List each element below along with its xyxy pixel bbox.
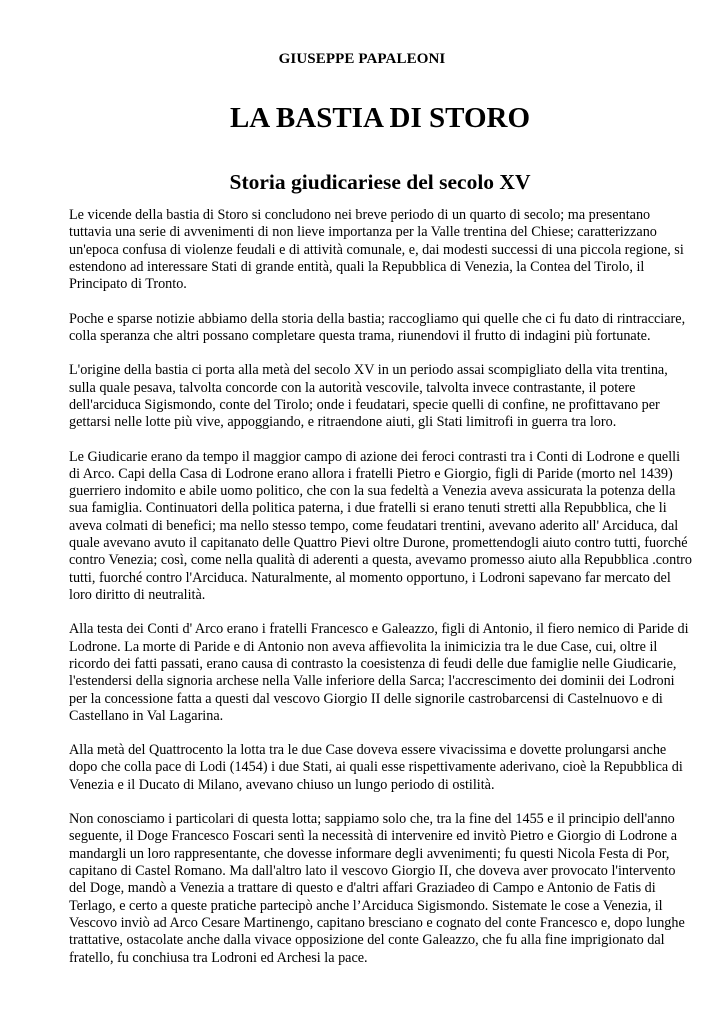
- body-text: [69, 207, 694, 984]
- document-title: LA BASTIA DI STORO: [229, 102, 531, 134]
- document-subtitle: Storia giudicariese del secolo XV: [229, 170, 531, 194]
- author-name: GIUSEPPE PAPALEONI: [278, 51, 446, 67]
- paragraph: Poche e sparse notizie abbiamo della storia della bastia; raccogliamo qui quelle che ci fu dato di rintracciare, colla speranza che altri possano completare questa trama, riunendovi il frutto di indagini più fortunate.: [69, 310, 686, 344]
- paragraph: Le Giudicarie erano da tempo il maggior campo di azione dei feroci contrasti tra i Conti di Lodrone e quelli di Arco. Capi della Casa di Lodrone erano allora i fratelli Pietro e Giorgio, figli di Paride (morto nel 1439) guerriero indomito e abile uomo politico, che con la sua fedeltà a Venezia aveva assicurata la potenza della sua famiglia. Continuatori della politica paterna, i due fratelli si erano tenuti stretti alla Repubblica, che li aveva colmati di benefici; ma nello stesso tempo, come feudatari trentini, avevano aderito all' Arciduca, dal quale avevano avuto il capitanato delle Quattro Pievi oltre Durone, promettendogli aiuto contro tutti, fuorché contro Venezia; così, come nella qualità di aderenti a questa, avevamo promesso aiuto alla Repubblica .contro tutti, fuorché contro l'Arciduca. Naturalmente, al momento opportuno, i Lodroni sapevano far mercato del loro diritto di neutralità.: [69, 448, 692, 603]
- paragraph: Alla metà del Quattrocento la lotta tra le due Case doveva essere vivacissima e dovette prolungarsi anche dopo che colla pace di Lodi (1454) i due Stati, ai quali esse rispettivamente aderivano, cioè la Repubblica di Venezia e il Ducato di Milano, avevano chiuso un lungo periodo di ostilità.: [69, 742, 683, 793]
- paragraph: Non conosciamo i particolari di questa lotta; sappiamo solo che, tra la fine del 1455 e il principio dell'anno seguente, il Doge Francesco Foscari sentì la necessità di intervenire ed invitò Pietro e Giorgio di Lodrone a mandargli un loro rappresentante, che dovesse informare degli avvenimenti; fu questi Nicola Festa di Por, capitano di Castel Romano. Ma dall'altro lato il vescovo Giorgio II, che doveva aver provocato l'intervento del Doge, mandò a Venezia a trattare di questo e d'altri affari Graziadeo di Campo e Antonio de Fatis di Terlago, e certo a queste pratiche partecipò anche l’Arciduca Sigismondo. Sistemate le cose a Venezia, il Vescovo inviò ad Arco Cesare Martinengo, capitano bresciano e cognato del conte Francesco e, dopo lunghe trattative, ostacolate anche dalla vivace opposizione del conte Galeazzo, che fu alla fine imprigionato dal fratello, fu conchiusa tra Lodroni ed Archesi la pace.: [69, 811, 685, 966]
- paragraph: Alla testa dei Conti d' Arco erano i fratelli Francesco e Galeazzo, figli di Antonio, il fiero nemico di Paride di Lodrone. La morte di Paride e di Antonio non aveva affievolita la inimicizia tra le due Case, cui, oltre il ricordo dei fatti passati, erano causa di contrasto la coesistenza di feudi delle due famiglie nelle Giudicarie, l'estendersi della signoria archese nella Valle inferiore della Sarca; l'accrescimento dei dominii dei Lodroni per la concessione fatta a questi dal vescovo Giorgio II delle signorile castrobarcensi di Castelnuovo e di Castellano in Val Lagarina.: [69, 621, 689, 724]
- paragraph: Le vicende della bastia di Storo si concludono nei breve periodo di un quarto di secolo; ma presentano tuttavia una serie di avvenimenti di non lieve importanza per la Valle trentina del Chiese; caratterizzano un'epoca confusa di violenze feudali e di attività comunale, e, dai modesti successi di una piccola regione, si estendono ad interessare Stati di grande entità, quali la Repubblica di Venezia, la Contea del Tirolo, il Principato di Tronto.: [69, 207, 684, 293]
- paragraph: L'origine della bastia ci porta alla metà del secolo XV in un periodo assai scompigliato della vita trentina, sulla quale pesava, talvolta concorde con la autorità vescovile, talvolta invece contrastante, il potere dell'arciduca Sigismondo, conte del Tirolo; onde i feudatari, specie quelli di confine, ne profittavano per gettarsi nelle lotte più vive, appoggiando, e ritraendone aiuti, gli Stati limitrofi in guerra tra loro.: [69, 362, 668, 431]
